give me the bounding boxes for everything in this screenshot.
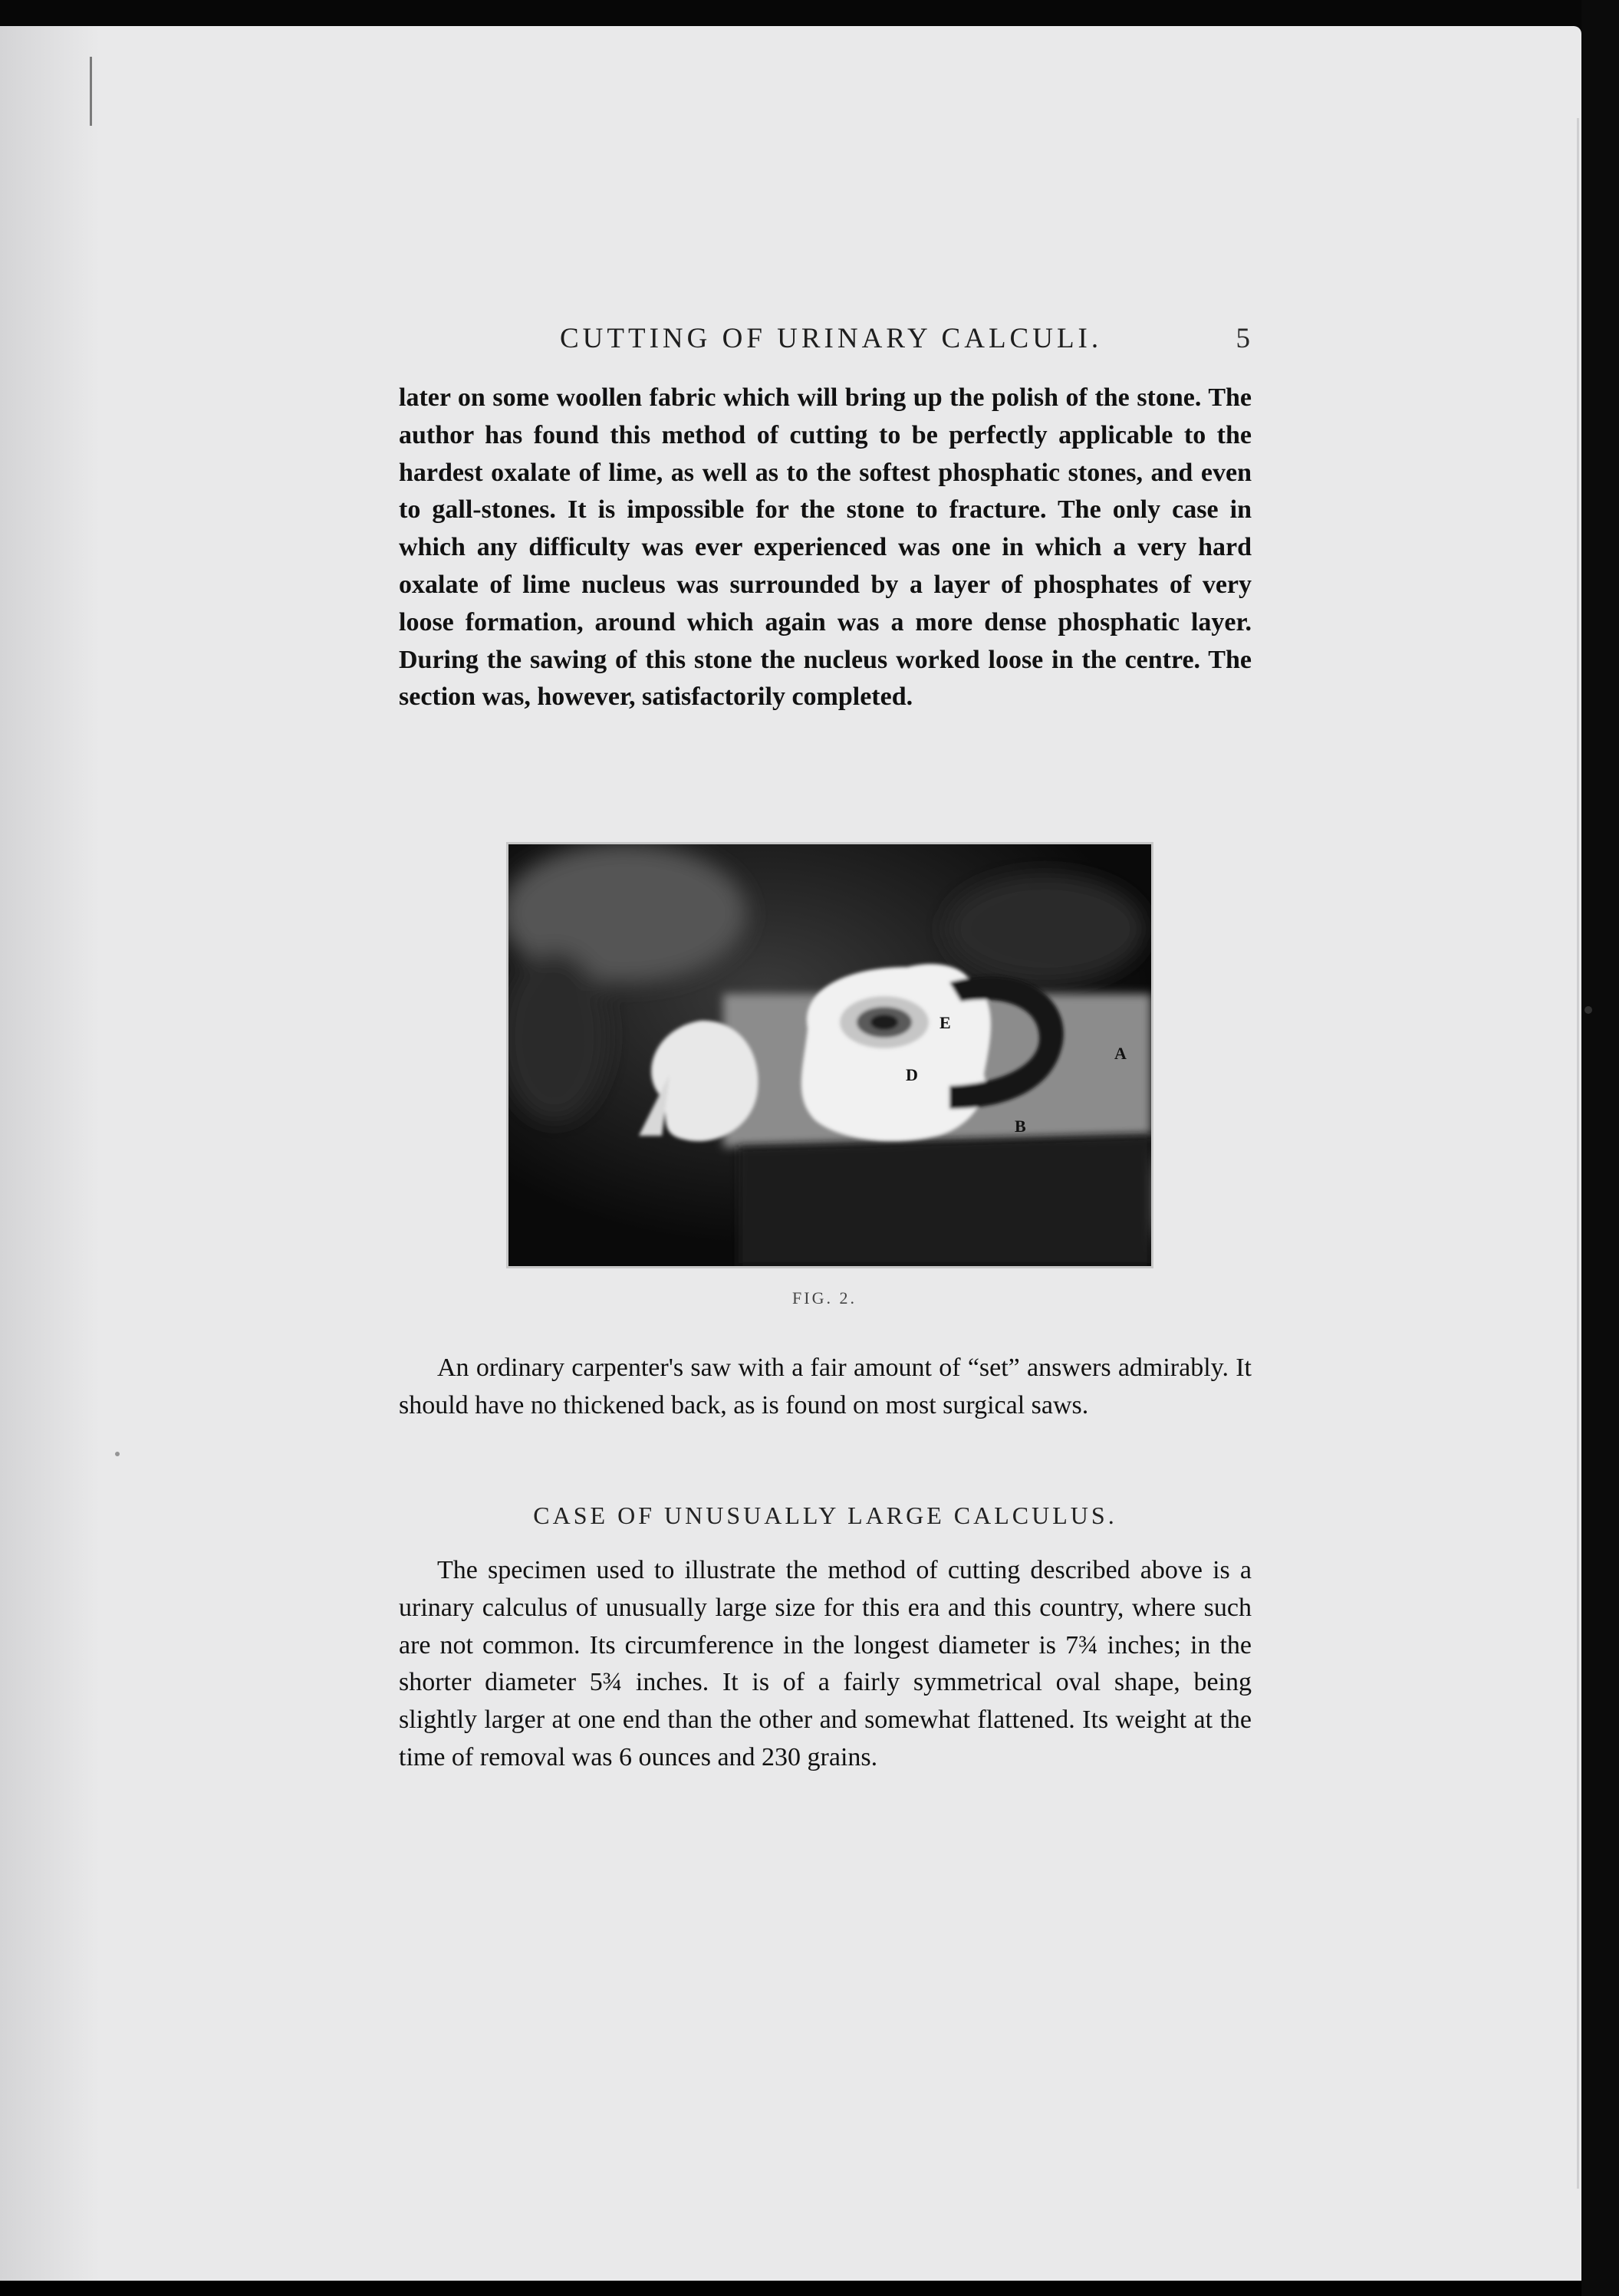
figure-label-a: A: [1114, 1044, 1127, 1063]
running-head: [399, 322, 1250, 360]
paragraph-method-conclusion: later on some woollen fabric which will bring up the polish of the stone. The author has found this method of cutting to be perfectly applicable to the hardest oxalate of lime, as well as to the softest phosphatic stones, and even to gall-stones. It is impossible for the stone to fracture. The only case in which any difficulty was ever experienced was one in which a very hard oxalate of lime nucleus was surrounded by a layer of phosphates of very loose formation, around which again was a more dense phosphatic layer. During the sawing of this stone the nucleus worked loose in the centre. The section was, however, satisfactorily completed.: [399, 383, 1252, 712]
speck-mark: [115, 1452, 120, 1456]
figure-caption: FIG. 2.: [792, 1288, 857, 1308]
page-gutter-shade: [0, 26, 100, 2281]
calculus-section-photo: [508, 844, 1151, 1266]
paragraph-saw: An ordinary carpenter's saw with a fair amount of “set” answers admirably. It should have no thickened back, as is found on most surgical saws.: [399, 1354, 1252, 1419]
figure-2-photograph: [506, 842, 1153, 1268]
page-edge-line: [1577, 118, 1579, 2189]
binding-mark: [90, 57, 92, 126]
figure-label-d: D: [906, 1065, 918, 1084]
paragraph-specimen: The specimen used to illustrate the method of cutting described above is a urinary calculus of unusually large size for this era and this country, where such are not common. Its circumference in the longest diameter is 7¾ inches; in the shorter diameter 5¾ inches. It is of a fairly symmetrical oval shape, being slightly larger at one end than the other and somewhat flattened. Its weight at the time of removal was 6 ounces and 230 grains.: [399, 1556, 1252, 1771]
figure-label-e: E: [939, 1013, 951, 1032]
section-heading: CASE OF UNUSUALLY LARGE CALCULUS.: [533, 1502, 1117, 1529]
speck-mark: [1584, 1006, 1592, 1014]
scan-border-right: [1581, 0, 1619, 2296]
figure-label-b: B: [1015, 1117, 1026, 1136]
page-number: 5: [1236, 323, 1250, 354]
running-head-title: CUTTING OF URINARY CALCULI.: [560, 323, 1103, 354]
